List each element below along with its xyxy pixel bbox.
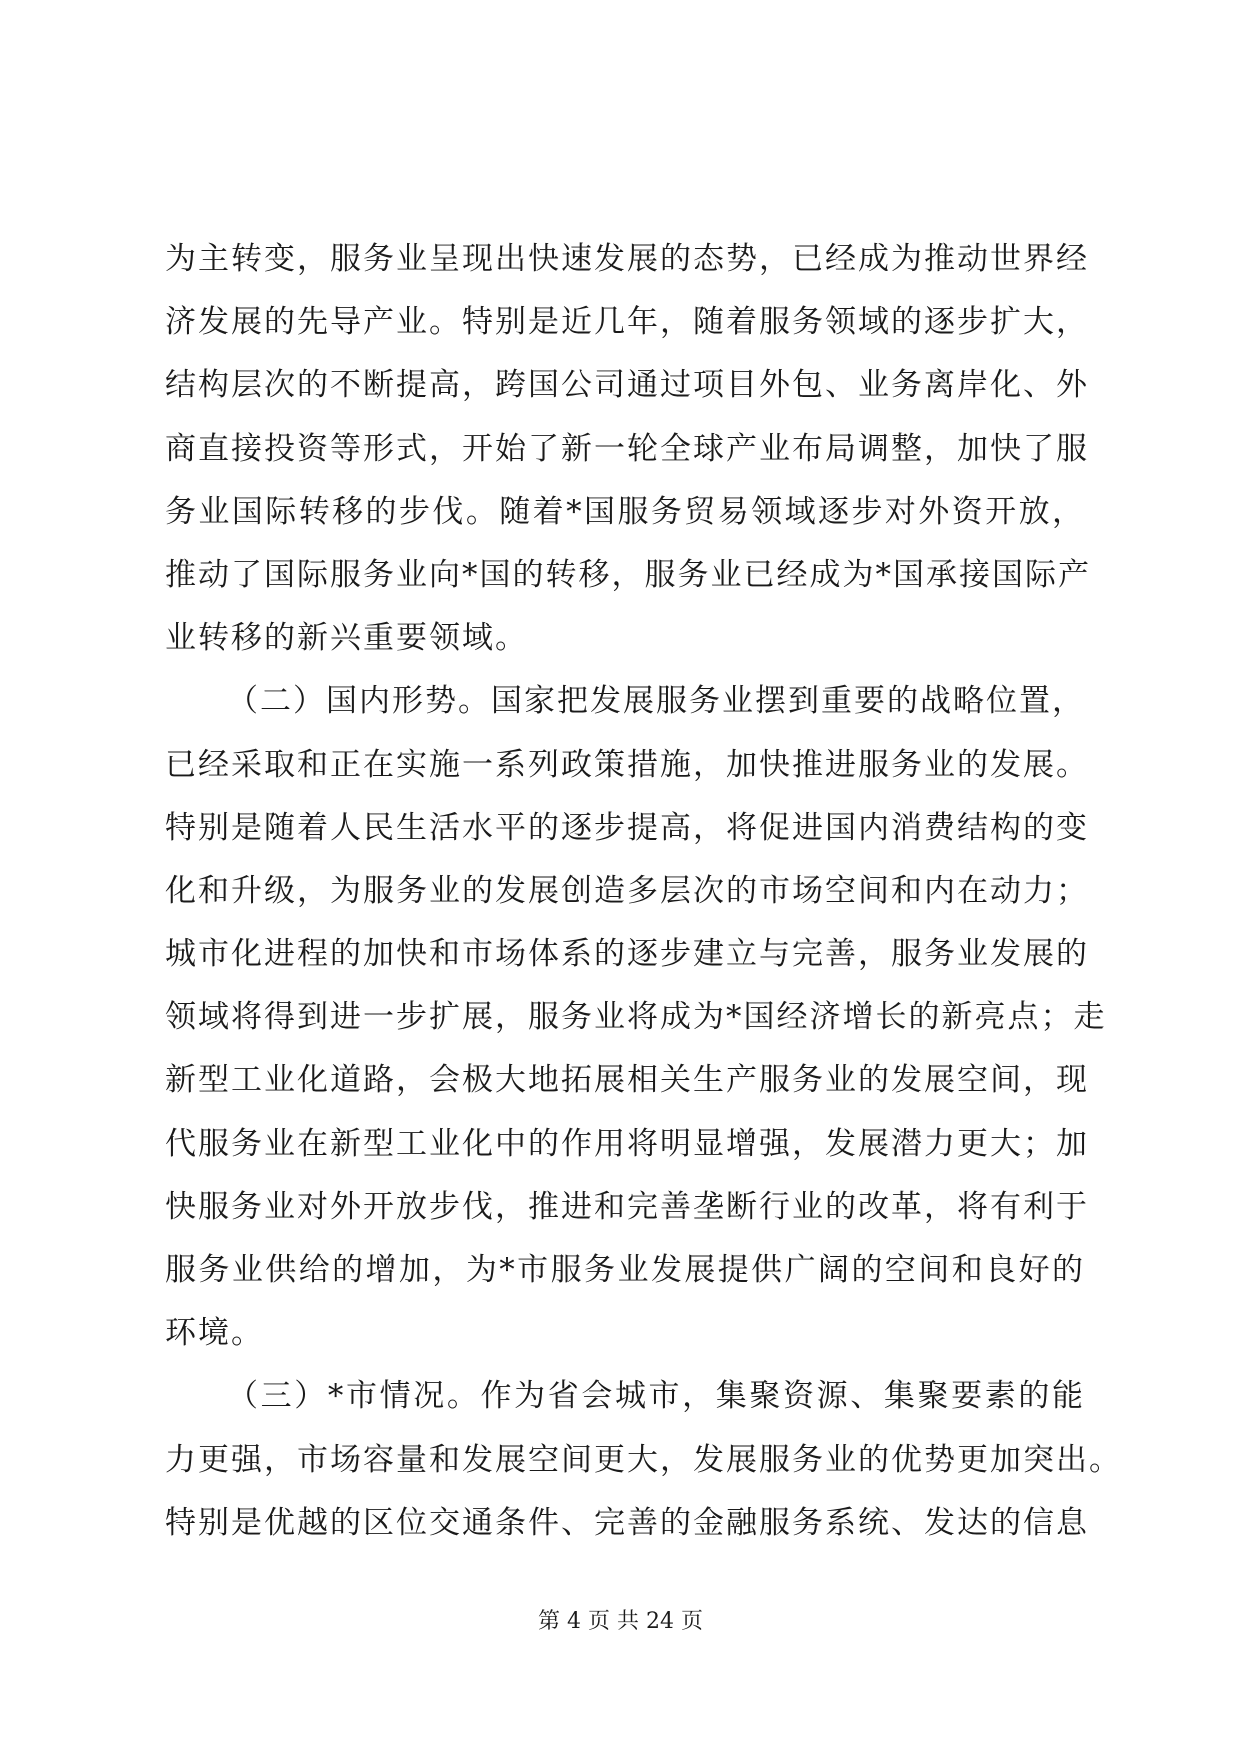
text-line: 服务业供给的增加，为*市服务业发展提供广阔的空间和良好的 [165,1252,1085,1288]
text-line: 化和升级，为服务业的发展创造多层次的市场空间和内在动力； [165,872,1089,909]
text-line: 结构层次的不断提高，跨国公司通过项目外包、业务离岸化、外 [165,367,1089,404]
text-line: 推动了国际服务业向*国的转移，服务业已经成为*国承接国际产 [165,556,1091,593]
text-line: 特别是优越的区位交通条件、完善的金融服务系统、发达的信息 [165,1504,1089,1541]
text-line: 新型工业化道路，会极大地拓展相关生产服务业的发展空间，现 [165,1062,1089,1099]
document-body [165,228,1122,1555]
text-line: 济发展的先导产业。特别是近几年，随着服务领域的逐步扩大， [165,304,1089,341]
text-line: 特别是随着人民生活水平的逐步提高，将促进国内消费结构的变 [165,809,1089,846]
text-line: （三）*市情况。作为省会城市，集聚资源、集聚要素的能 [227,1378,1085,1415]
text-line: 城市化进程的加快和市场体系的逐步建立与完善，服务业发展的 [165,936,1089,973]
text-line: 已经采取和正在实施一系列政策措施，加快推进服务业的发展。 [165,746,1089,783]
text-line: 力更强，市场容量和发展空间更大，发展服务业的优势更加突出。 [165,1441,1122,1478]
text-line: （二）国内形势。国家把发展服务业摆到重要的战略位置， [227,683,1085,720]
page-number-footer: 第 4 页 共 24 页 [538,1609,703,1634]
text-line: 商直接投资等形式，开始了新一轮全球产业布局调整，加快了服 [165,430,1089,467]
text-line: 快服务业对外开放步伐，推进和完善垄断行业的改革，将有利于 [165,1188,1089,1225]
text-line: 代服务业在新型工业化中的作用将明显增强，发展潜力更大；加 [165,1125,1089,1162]
text-line: 领域将得到进一步扩展，服务业将成为*国经济增长的新亮点；走 [165,999,1107,1036]
text-line: 环境。 [165,1315,264,1352]
text-line: 为主转变，服务业呈现出快速发展的态势，已经成为推动世界经 [165,241,1089,277]
text-line: 业转移的新兴重要领域。 [165,620,528,657]
text-line: 务业国际转移的步伐。随着*国服务贸易领域逐步对外资开放， [165,493,1085,530]
